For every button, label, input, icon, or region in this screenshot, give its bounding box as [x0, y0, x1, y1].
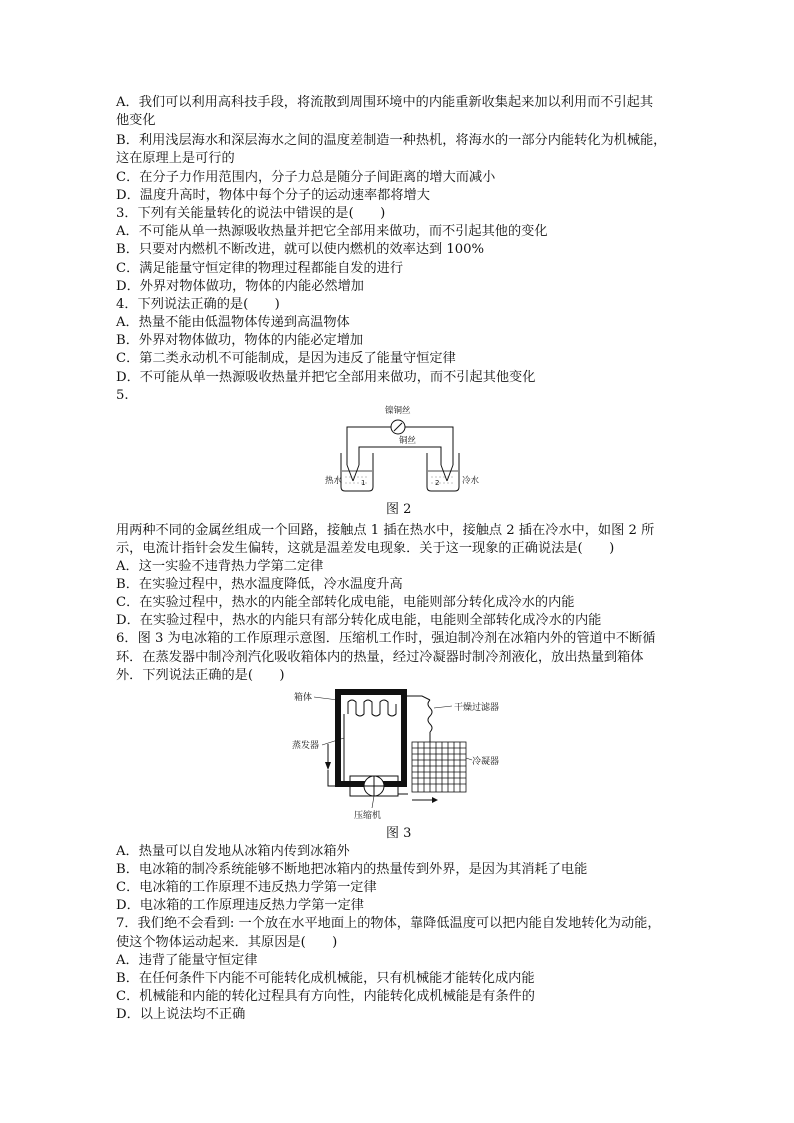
- q6-stem-line2: 环．在蒸发器中制冷剂汽化吸收箱体内的热量，经过冷凝器时制冷剂液化，放出热量到箱体: [116, 650, 644, 665]
- q3-option-c: C．满足能量守恒定律的物理过程都能自发的进行: [116, 261, 404, 276]
- label-hot-water: 热水: [325, 476, 343, 486]
- refrigerator-figure: [292, 686, 518, 824]
- label-dryer-filter: 干燥过滤器: [454, 703, 500, 713]
- q3-option-d: D．外界对物体做功，物体的内能必然增加: [116, 279, 364, 294]
- condenser-coil: [412, 742, 466, 792]
- label-compressor: 压缩机: [354, 811, 382, 821]
- label-copper: 铜丝: [399, 436, 417, 446]
- q6-stem-line3: 外．下列说法正确的是( ): [116, 668, 285, 683]
- q2-option-a-line1: A．我们可以利用高科技手段，将流散到周围环境中的内能重新收集起来加以利用而不引起其: [116, 95, 654, 110]
- q7-option-a: A．违背了能量守恒定律: [116, 953, 258, 968]
- q5-stem-line2: 示，电流计指针会发生偏转，这就是温差发电现象．关于这一现象的正确说法是( ): [116, 541, 615, 556]
- q5-number: 5.: [116, 388, 129, 403]
- cold-water-beaker: [427, 453, 459, 491]
- q4-stem: 4．下列说法正确的是( ): [116, 297, 280, 312]
- q3-option-b: B．只要对内燃机不断改进，就可以使内燃机的效率达到 100%: [116, 242, 485, 257]
- label-condenser: 冷凝器: [472, 757, 500, 767]
- q7-stem-line2: 使这个物体运动起来．其原因是( ): [116, 935, 338, 950]
- q5-option-c: C．在实验过程中，热水的内能全部转化成电能，电能则部分转化成冷水的内能: [116, 595, 575, 610]
- q4-option-b: B．外界对物体做功，物体的内能必定增加: [116, 333, 364, 348]
- q4-option-c: C．第二类永动机不可能制成，是因为违反了能量守恒定律: [116, 351, 456, 366]
- q4-option-a: A．热量不能由低温物体传递到高温物体: [116, 315, 350, 330]
- q2-option-a-line2: 他变化: [116, 113, 156, 128]
- dryer-filter-icon: [428, 700, 432, 732]
- label-box: 箱体: [294, 693, 313, 703]
- q5-stem-line1: 用两种不同的金属丝组成一个回路，接触点 1 插在热水中，接触点 2 插在冷水中，如图 2 所: [116, 523, 655, 538]
- q2-option-b-line2: 这在原理上是可行的: [116, 151, 235, 166]
- q7-stem-line1: 7．我们绝不会看到: 一个放在水平地面上的物体，靠降低温度可以把内能自发地转化为动能，: [116, 916, 661, 931]
- q6-option-a: A．热量可以自发地从冰箱内传到冰箱外: [116, 844, 350, 859]
- q4-option-d: D．不可能从单一热源吸收热量并把它全部用来做功，而不引起其他变化: [116, 370, 536, 385]
- label-point-1: 1: [361, 479, 366, 487]
- q5-option-a: A．这一实验不违背热力学第二定律: [116, 559, 324, 574]
- label-point-2: 2: [435, 479, 440, 487]
- q7-option-c: C．机械能和内能的转化过程具有方向性，内能转化成机械能是有条件的: [116, 989, 535, 1004]
- q3-option-a: A．不可能从单一热源吸收热量并把它全部用来做功，而不引起其他的变化: [116, 224, 548, 239]
- evaporator-coil: [348, 700, 396, 716]
- label-nickel-copper: 镍铜丝: [385, 406, 411, 416]
- q6-option-b: B．电冰箱的制冷系统能够不断地把冰箱内的热量传到外界，是因为其消耗了电能: [116, 862, 588, 877]
- hot-water-beaker: [341, 453, 373, 491]
- q7-option-b: B．在任何条件下内能不可能转化成机械能，只有机械能才能转化成内能: [116, 971, 535, 986]
- q7-option-d: D．以上说法均不正确: [116, 1007, 246, 1022]
- q5-option-d: D．在实验过程中，热水的内能只有部分转化成电能，电能则全部转化成冷水的内能: [116, 613, 602, 628]
- q2-option-d: D．温度升高时，物体中每个分子的运动速率都将增大: [116, 188, 430, 203]
- q6-stem-line1: 6．图 3 为电冰箱的工作原理示意图．压缩机工作时，强迫制冷剂在冰箱内外的管道中不断循: [116, 631, 656, 646]
- label-evaporator: 蒸发器: [292, 741, 320, 751]
- q2-option-c: C．在分子力作用范围内，分子力总是随分子间距离的增大而减小: [116, 170, 496, 185]
- q3-stem: 3．下列有关能量转化的说法中错误的是( ): [116, 206, 386, 221]
- q6-option-c: C．电冰箱的工作原理不违反热力学第一定律: [116, 880, 377, 895]
- q2-option-b-line1: B．利用浅层海水和深层海水之间的温度差制造一种热机，将海水的一部分内能转化为机械能，: [116, 133, 667, 148]
- thermocouple-figure: [325, 403, 480, 503]
- q5-option-b: B．在实验过程中，热水温度降低，冷水温度升高: [116, 577, 403, 592]
- figure-3-caption: 图 3: [386, 826, 412, 841]
- q6-option-d: D．电冰箱的工作原理违反热力学第一定律: [116, 898, 364, 913]
- label-cold-water: 冷水: [462, 476, 480, 486]
- figure-2-caption: 图 2: [386, 502, 412, 517]
